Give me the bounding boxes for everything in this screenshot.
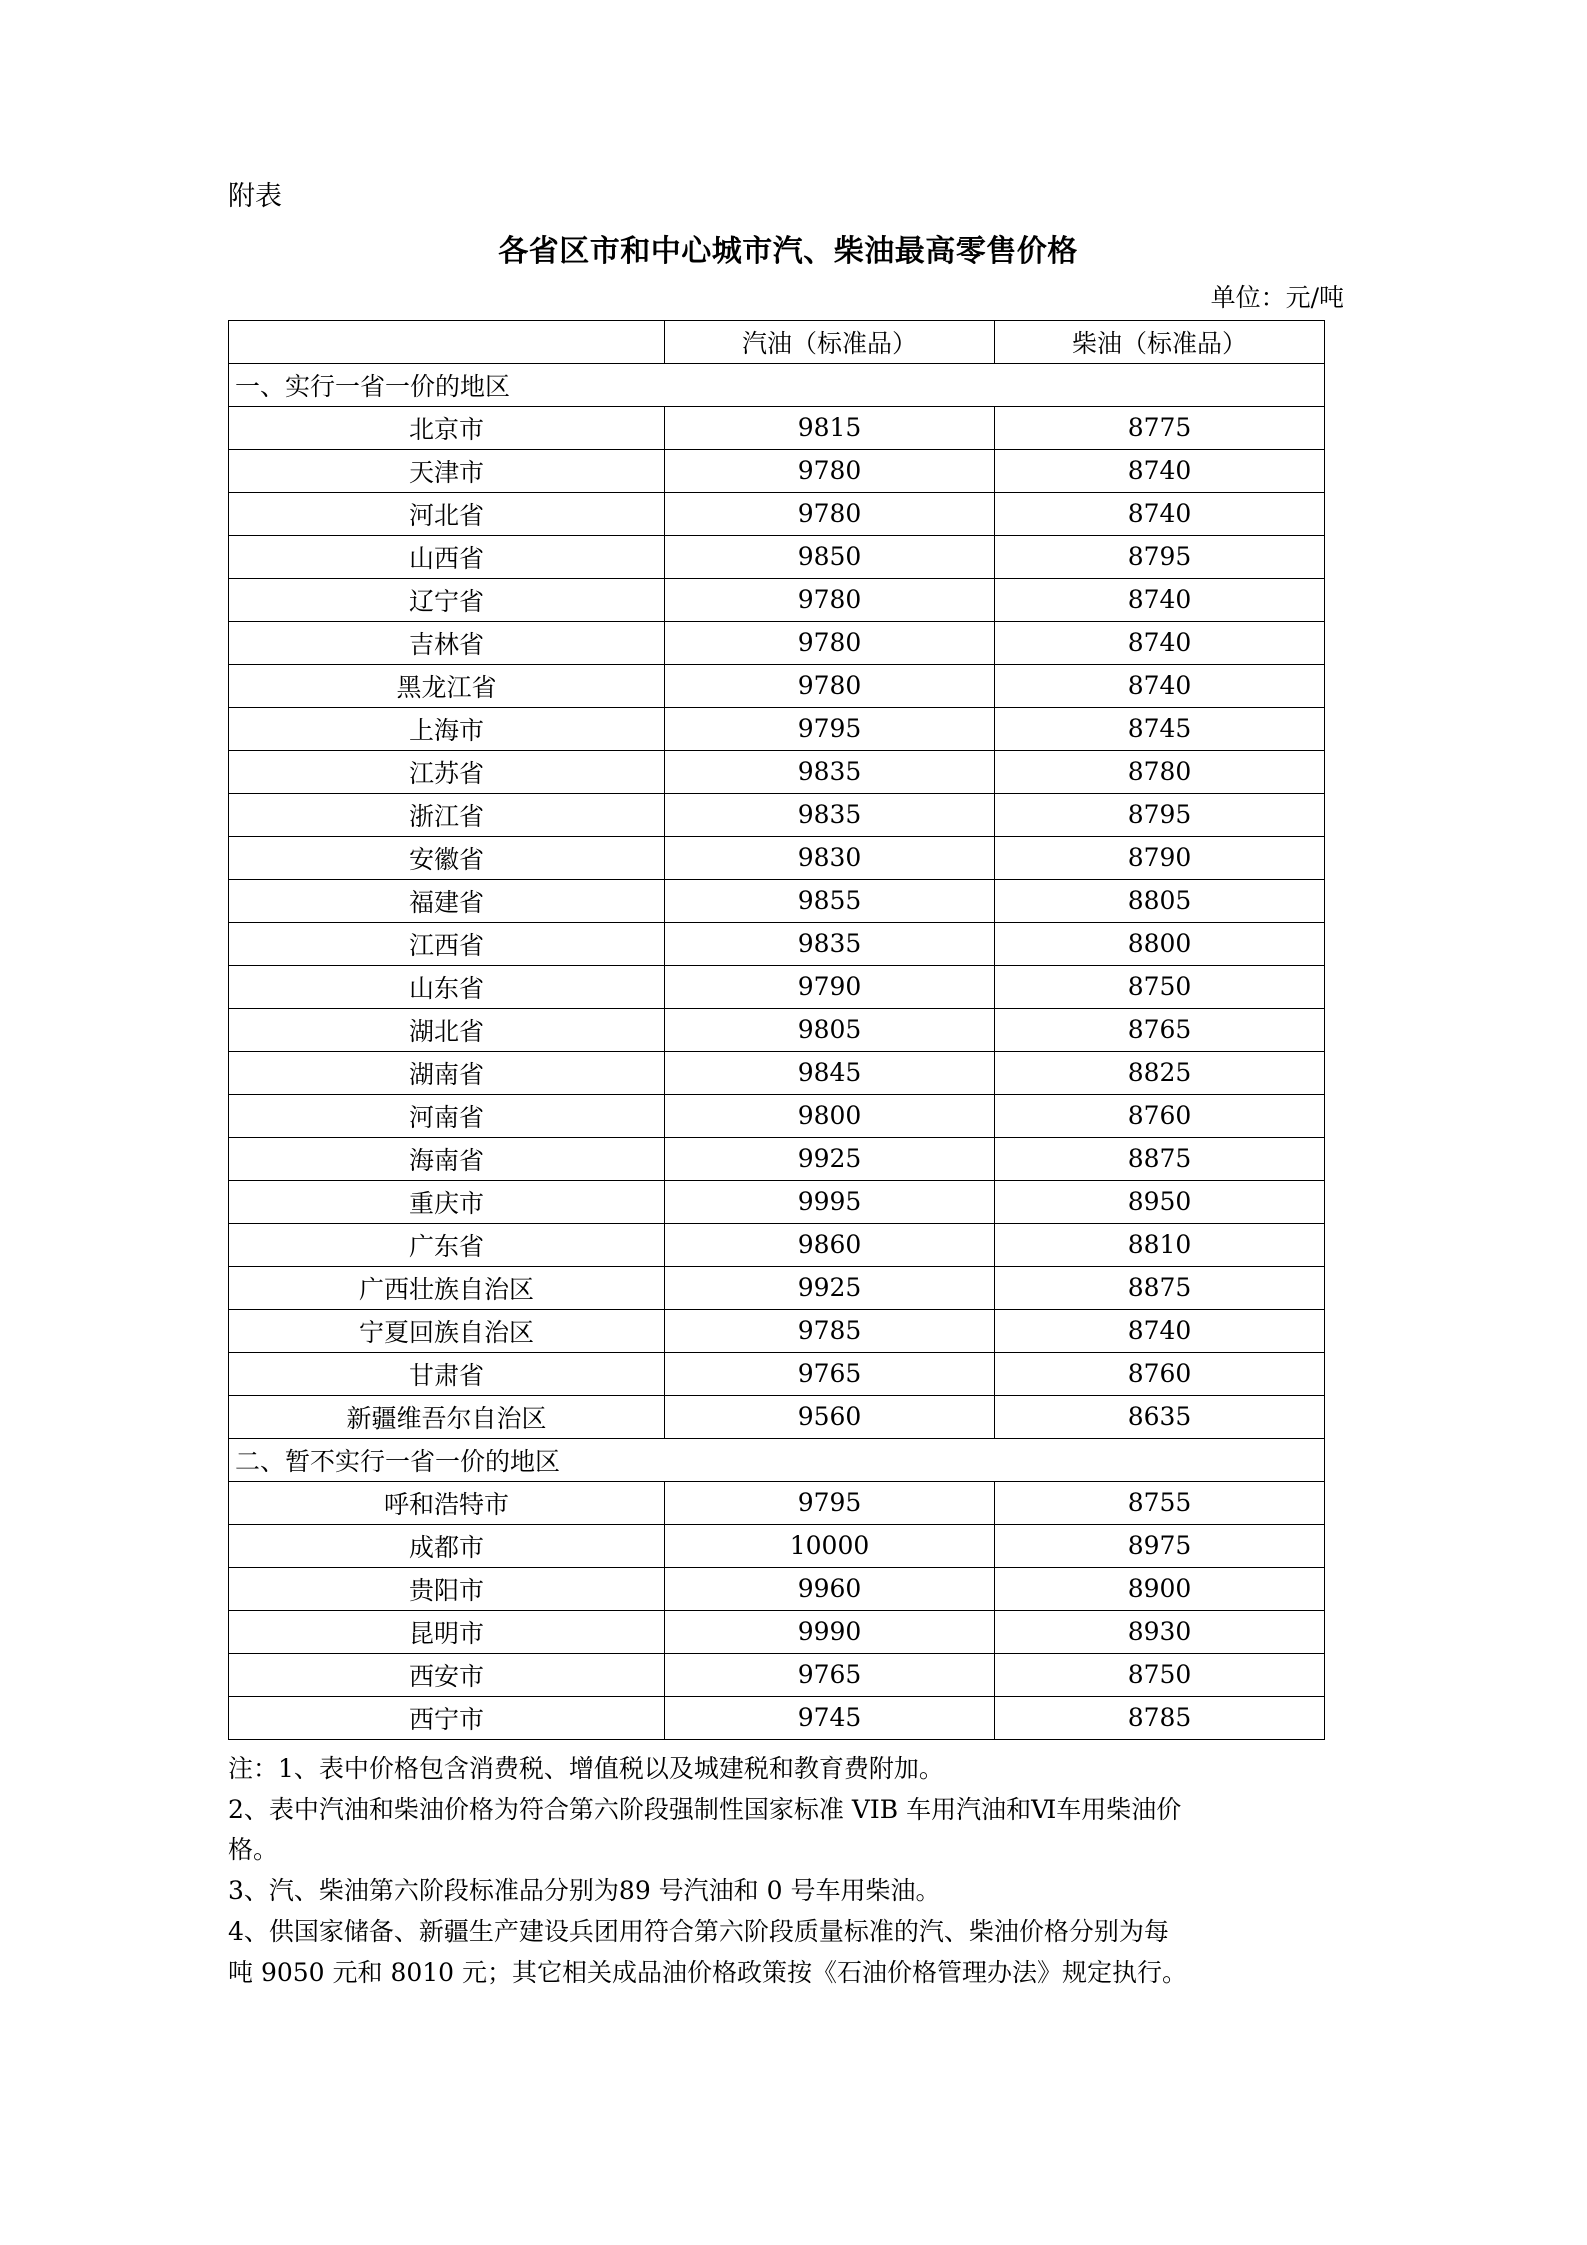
table-row bbox=[229, 535, 1325, 578]
region-name-cell: 辽宁省 bbox=[229, 578, 665, 621]
diesel-price-cell: 8765 bbox=[995, 1008, 1325, 1051]
gasoline-price-cell: 9835 bbox=[665, 922, 995, 965]
table-row bbox=[229, 879, 1325, 922]
header-cell-blank bbox=[229, 320, 665, 363]
gasoline-price-cell: 9835 bbox=[665, 793, 995, 836]
region-name-cell: 福建省 bbox=[229, 879, 665, 922]
gasoline-price-cell: 9995 bbox=[665, 1180, 995, 1223]
diesel-price-cell: 8825 bbox=[995, 1051, 1325, 1094]
diesel-price-cell: 8805 bbox=[995, 879, 1325, 922]
region-name-cell: 上海市 bbox=[229, 707, 665, 750]
diesel-price-cell: 8635 bbox=[995, 1395, 1325, 1438]
diesel-price-cell: 8795 bbox=[995, 793, 1325, 836]
table-notes bbox=[228, 1750, 1348, 1993]
gasoline-price-cell: 9780 bbox=[665, 621, 995, 664]
table-row bbox=[229, 449, 1325, 492]
table-row bbox=[229, 1180, 1325, 1223]
gasoline-price-cell: 9780 bbox=[665, 664, 995, 707]
gasoline-price-cell: 9780 bbox=[665, 578, 995, 621]
diesel-price-cell: 8755 bbox=[995, 1481, 1325, 1524]
region-name-cell: 湖南省 bbox=[229, 1051, 665, 1094]
diesel-price-cell: 8975 bbox=[995, 1524, 1325, 1567]
region-name-cell: 贵阳市 bbox=[229, 1567, 665, 1610]
header-cell-diesel: 柴油（标准品） bbox=[995, 320, 1325, 363]
diesel-price-cell: 8950 bbox=[995, 1180, 1325, 1223]
gasoline-price-cell: 10000 bbox=[665, 1524, 995, 1567]
region-name-cell: 吉林省 bbox=[229, 621, 665, 664]
table-row bbox=[229, 492, 1325, 535]
gasoline-price-cell: 9790 bbox=[665, 965, 995, 1008]
gasoline-price-cell: 9925 bbox=[665, 1137, 995, 1180]
region-name-cell: 黑龙江省 bbox=[229, 664, 665, 707]
gasoline-price-cell: 9765 bbox=[665, 1352, 995, 1395]
diesel-price-cell: 8795 bbox=[995, 535, 1325, 578]
table-row bbox=[229, 1524, 1325, 1567]
gasoline-price-cell: 9800 bbox=[665, 1094, 995, 1137]
gasoline-price-cell: 9795 bbox=[665, 707, 995, 750]
diesel-price-cell: 8785 bbox=[995, 1696, 1325, 1739]
note-line-3: 3、汽、柴油第六阶段标准品分别为89 号汽油和 0 号车用柴油。 bbox=[228, 1876, 941, 1906]
diesel-price-cell: 8790 bbox=[995, 836, 1325, 879]
table-row bbox=[229, 1051, 1325, 1094]
table-row bbox=[229, 578, 1325, 621]
table-row bbox=[229, 1266, 1325, 1309]
gasoline-price-cell: 9960 bbox=[665, 1567, 995, 1610]
table-row bbox=[229, 1008, 1325, 1051]
diesel-price-cell: 8760 bbox=[995, 1352, 1325, 1395]
gasoline-price-cell: 9855 bbox=[665, 879, 995, 922]
table-row bbox=[229, 707, 1325, 750]
region-name-cell: 西安市 bbox=[229, 1653, 665, 1696]
table-row bbox=[229, 621, 1325, 664]
table-row bbox=[229, 965, 1325, 1008]
gasoline-price-cell: 9860 bbox=[665, 1223, 995, 1266]
region-name-cell: 安徽省 bbox=[229, 836, 665, 879]
gasoline-price-cell: 9765 bbox=[665, 1653, 995, 1696]
document-content bbox=[228, 178, 1348, 1994]
diesel-price-cell: 8740 bbox=[995, 621, 1325, 664]
gasoline-price-cell: 9990 bbox=[665, 1610, 995, 1653]
table-row bbox=[229, 750, 1325, 793]
region-name-cell: 江西省 bbox=[229, 922, 665, 965]
gasoline-price-cell: 9845 bbox=[665, 1051, 995, 1094]
table-section-label: 一、实行一省一价的地区 bbox=[229, 363, 1325, 406]
table-row bbox=[229, 1653, 1325, 1696]
diesel-price-cell: 8930 bbox=[995, 1610, 1325, 1653]
diesel-price-cell: 8745 bbox=[995, 707, 1325, 750]
page-title: 各省区市和中心城市汽、柴油最高零售价格 bbox=[498, 233, 1078, 269]
table-row bbox=[229, 1610, 1325, 1653]
table-row bbox=[229, 1223, 1325, 1266]
note-line-2: 2、表中汽油和柴油价格为符合第六阶段强制性国家标准 VIB 车用汽油和Ⅵ车用柴油价 bbox=[228, 1794, 1182, 1824]
diesel-price-cell: 8775 bbox=[995, 406, 1325, 449]
table-row bbox=[229, 406, 1325, 449]
table-row bbox=[229, 1309, 1325, 1352]
diesel-price-cell: 8740 bbox=[995, 578, 1325, 621]
gasoline-price-cell: 9785 bbox=[665, 1309, 995, 1352]
region-name-cell: 广西壮族自治区 bbox=[229, 1266, 665, 1309]
region-name-cell: 新疆维吾尔自治区 bbox=[229, 1395, 665, 1438]
gasoline-price-cell: 9780 bbox=[665, 492, 995, 535]
gasoline-price-cell: 9560 bbox=[665, 1395, 995, 1438]
table-header-row bbox=[229, 320, 1325, 363]
gasoline-price-cell: 9805 bbox=[665, 1008, 995, 1051]
region-name-cell: 江苏省 bbox=[229, 750, 665, 793]
diesel-price-cell: 8780 bbox=[995, 750, 1325, 793]
table-section-row bbox=[229, 363, 1325, 406]
price-table bbox=[228, 320, 1325, 1740]
region-name-cell: 呼和浩特市 bbox=[229, 1481, 665, 1524]
region-name-cell: 甘肃省 bbox=[229, 1352, 665, 1395]
region-name-cell: 海南省 bbox=[229, 1137, 665, 1180]
region-name-cell: 昆明市 bbox=[229, 1610, 665, 1653]
region-name-cell: 西宁市 bbox=[229, 1696, 665, 1739]
region-name-cell: 天津市 bbox=[229, 449, 665, 492]
table-row bbox=[229, 793, 1325, 836]
diesel-price-cell: 8760 bbox=[995, 1094, 1325, 1137]
table-row bbox=[229, 1352, 1325, 1395]
region-name-cell: 浙江省 bbox=[229, 793, 665, 836]
gasoline-price-cell: 9925 bbox=[665, 1266, 995, 1309]
attachment-label: 附表 bbox=[228, 181, 282, 212]
table-section-row bbox=[229, 1438, 1325, 1481]
diesel-price-cell: 8740 bbox=[995, 492, 1325, 535]
note-line-4: 4、供国家储备、新疆生产建设兵团用符合第六阶段质量标准的汽、柴油价格分别为每 bbox=[228, 1916, 1169, 1946]
region-name-cell: 广东省 bbox=[229, 1223, 665, 1266]
gasoline-price-cell: 9795 bbox=[665, 1481, 995, 1524]
note-line-1: 注：1、表中价格包含消费税、增值税以及城建税和教育费附加。 bbox=[228, 1753, 944, 1783]
unit-note: 单位：元/吨 bbox=[1210, 282, 1344, 312]
table-row bbox=[229, 1094, 1325, 1137]
header-cell-gasoline: 汽油（标准品） bbox=[665, 320, 995, 363]
gasoline-price-cell: 9850 bbox=[665, 535, 995, 578]
region-name-cell: 山西省 bbox=[229, 535, 665, 578]
table-row bbox=[229, 922, 1325, 965]
region-name-cell: 湖北省 bbox=[229, 1008, 665, 1051]
table-row bbox=[229, 1395, 1325, 1438]
table-row bbox=[229, 836, 1325, 879]
region-name-cell: 北京市 bbox=[229, 406, 665, 449]
note-line-2b: 格。 bbox=[228, 1835, 279, 1865]
diesel-price-cell: 8875 bbox=[995, 1266, 1325, 1309]
table-section-label: 二、暂不实行一省一价的地区 bbox=[229, 1438, 1325, 1481]
gasoline-price-cell: 9780 bbox=[665, 449, 995, 492]
diesel-price-cell: 8740 bbox=[995, 449, 1325, 492]
diesel-price-cell: 8740 bbox=[995, 664, 1325, 707]
region-name-cell: 重庆市 bbox=[229, 1180, 665, 1223]
table-row bbox=[229, 1696, 1325, 1739]
table-row bbox=[229, 1137, 1325, 1180]
table-row bbox=[229, 1567, 1325, 1610]
gasoline-price-cell: 9835 bbox=[665, 750, 995, 793]
table-row bbox=[229, 1481, 1325, 1524]
gasoline-price-cell: 9815 bbox=[665, 406, 995, 449]
table-row bbox=[229, 664, 1325, 707]
diesel-price-cell: 8750 bbox=[995, 1653, 1325, 1696]
diesel-price-cell: 8800 bbox=[995, 922, 1325, 965]
diesel-price-cell: 8810 bbox=[995, 1223, 1325, 1266]
region-name-cell: 宁夏回族自治区 bbox=[229, 1309, 665, 1352]
region-name-cell: 成都市 bbox=[229, 1524, 665, 1567]
region-name-cell: 河南省 bbox=[229, 1094, 665, 1137]
diesel-price-cell: 8900 bbox=[995, 1567, 1325, 1610]
region-name-cell: 河北省 bbox=[229, 492, 665, 535]
diesel-price-cell: 8750 bbox=[995, 965, 1325, 1008]
diesel-price-cell: 8875 bbox=[995, 1137, 1325, 1180]
note-line-4b: 吨 9050 元和 8010 元；其它相关成品油价格政策按《石油价格管理办法》规定执行。 bbox=[228, 1957, 1188, 1987]
gasoline-price-cell: 9830 bbox=[665, 836, 995, 879]
region-name-cell: 山东省 bbox=[229, 965, 665, 1008]
gasoline-price-cell: 9745 bbox=[665, 1696, 995, 1739]
diesel-price-cell: 8740 bbox=[995, 1309, 1325, 1352]
